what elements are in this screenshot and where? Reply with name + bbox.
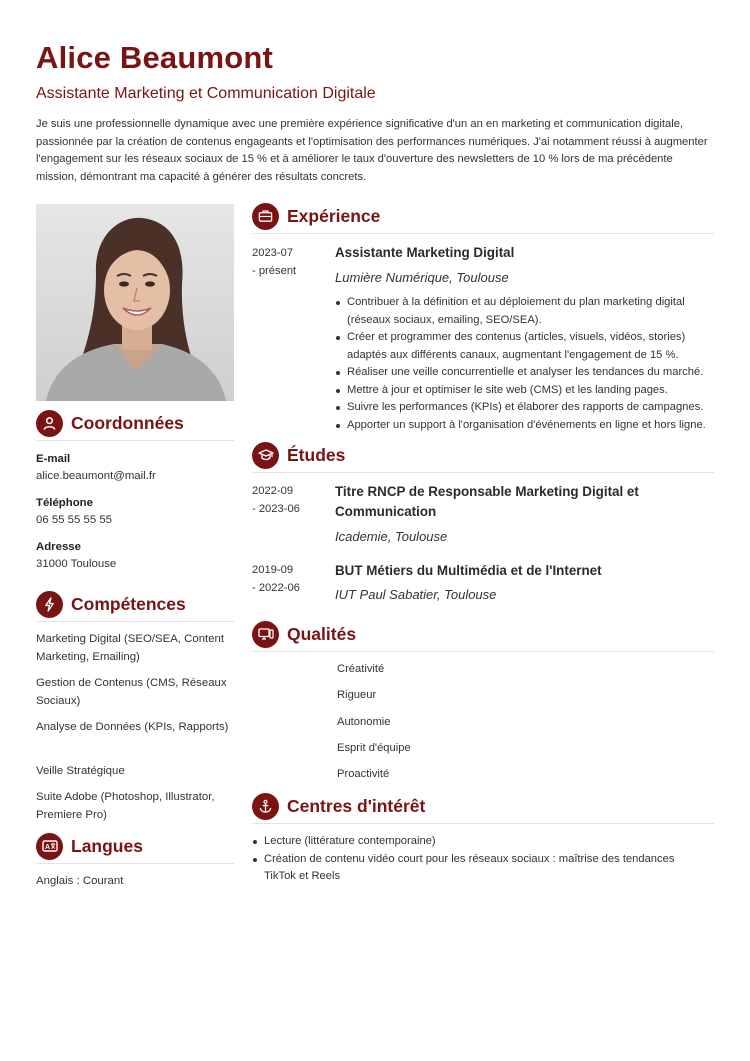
address-value: 31000 Toulouse — [36, 558, 117, 570]
experience-heading: Expérience — [287, 205, 381, 226]
user-icon — [36, 410, 63, 437]
interests-heading: Centres d'intérêt — [287, 795, 426, 816]
date-end: - 2022-06 — [252, 581, 300, 594]
divider — [252, 823, 714, 824]
experience-bullets — [335, 294, 717, 434]
divider — [252, 233, 714, 234]
date-start: 2023-07 — [252, 247, 294, 259]
candidate-name: Alice Beaumont — [36, 40, 274, 75]
language-item: Anglais : Courant — [36, 875, 124, 887]
education-title: BUT Métiers du Multimédia et de l'Internet — [335, 563, 602, 578]
graduation-cap-icon — [252, 442, 279, 469]
email-value: alice.beaumont@mail.fr — [36, 470, 156, 482]
list-item: Suivre les performances (KPIs) et élaborer des rapports de campagnes. — [335, 399, 717, 417]
contact-email — [36, 451, 234, 485]
list-item: Créer et programmer des contenus (articles, visuels, vidéos, stories) adaptés aux différents canaux, augmentant l'engagement de 15 %. — [335, 329, 717, 364]
experience-company: Lumière Numérique, Toulouse — [335, 270, 509, 285]
divider — [252, 472, 714, 473]
profile-summary: Je suis une professionnelle dynamique avec une première expérience significative d'un an en marketing et communication digitale, passionnée par la création de contenus engageants et l'optimisation des performances numériques. J'ai notamment réussi à augmenter l'engagement sur les réseaux sociaux de 15 % et à améliorer le taux d'ouverture des newsletters de 10 % lors de ma précédente mission, démontrant ma capacité à générer des résultats concrets. — [36, 118, 708, 183]
quality-item: Autonomie — [337, 716, 391, 728]
interests-section-header — [252, 792, 425, 820]
contact-section-header — [36, 409, 184, 437]
qualities-heading: Qualités — [287, 623, 357, 644]
profile-photo — [36, 204, 234, 401]
skill-item: Gestion de Contenus (CMS, Réseaux Sociaux) — [36, 677, 227, 707]
phone-value: 06 55 55 55 55 — [36, 514, 113, 526]
education-section-header — [252, 441, 345, 469]
list-item: Création de contenu vidéo court pour les réseaux sociaux : maîtrise des tendances TikTok et Reels — [252, 851, 692, 886]
divider — [36, 440, 234, 441]
education-heading: Études — [287, 444, 346, 465]
experience-title: Assistante Marketing Digital — [335, 245, 515, 260]
list-item: Contribuer à la définition et au déploiement du plan marketing digital (réseaux sociaux, emailing, SEO/SEA). — [335, 294, 717, 329]
languages-section-header — [36, 832, 143, 860]
skills-heading: Compétences — [71, 593, 186, 614]
skill-item: Veille Stratégique — [36, 765, 125, 777]
date-end: - présent — [252, 264, 297, 277]
monitor-icon — [252, 621, 279, 648]
list-item: Mettre à jour et optimiser le site web (CMS) et les landing pages. — [335, 382, 717, 400]
skill-item: Analyse de Données (KPIs, Rapports) — [36, 721, 229, 733]
interests-list — [252, 833, 692, 886]
date-start: 2019-09 — [252, 564, 294, 576]
list-item: Apporter un support à l'organisation d'événements en ligne et hors ligne. — [335, 417, 717, 435]
experience-date — [252, 245, 322, 280]
education-school: IUT Paul Sabatier, Toulouse — [335, 587, 497, 602]
education-school: Icademie, Toulouse — [335, 529, 448, 544]
job-title-headline: Assistante Marketing et Communication Digitale — [36, 85, 376, 102]
education-title: Titre RNCP de Responsable Marketing Digital et Communication — [335, 484, 639, 519]
lightning-icon — [36, 591, 63, 618]
education-date — [252, 562, 322, 597]
language-icon — [36, 833, 63, 860]
experience-section-header — [252, 202, 380, 230]
skills-section-header — [36, 590, 186, 618]
quality-item: Esprit d'équipe — [337, 742, 411, 754]
list-item: Lecture (littérature contemporaine) — [252, 833, 692, 851]
list-item: Réaliser une veille concurrentielle et analyser les tendances du marché. — [335, 364, 717, 382]
skill-item: Marketing Digital (SEO/SEA, Content Marketing, Emailing) — [36, 633, 225, 663]
quality-item: Créativité — [337, 663, 385, 675]
svg-text:A: A — [44, 844, 50, 851]
phone-label: Téléphone — [36, 497, 93, 509]
qualities-section-header — [252, 620, 356, 648]
date-start: 2022-09 — [252, 485, 294, 497]
briefcase-icon — [252, 203, 279, 230]
quality-item: Rigueur — [337, 689, 377, 701]
skill-item: Suite Adobe (Photoshop, Illustrator, Premiere Pro) — [36, 791, 215, 821]
contact-heading: Coordonnées — [71, 412, 184, 433]
contact-phone — [36, 495, 234, 529]
address-label: Adresse — [36, 541, 81, 553]
email-label: E-mail — [36, 453, 71, 465]
divider — [252, 651, 714, 652]
divider — [36, 863, 234, 864]
anchor-icon — [252, 793, 279, 820]
date-end: - 2023-06 — [252, 502, 300, 515]
languages-heading: Langues — [71, 835, 143, 856]
quality-item: Proactivité — [337, 768, 390, 780]
divider — [36, 621, 234, 622]
education-date — [252, 483, 322, 518]
contact-address — [36, 539, 234, 573]
